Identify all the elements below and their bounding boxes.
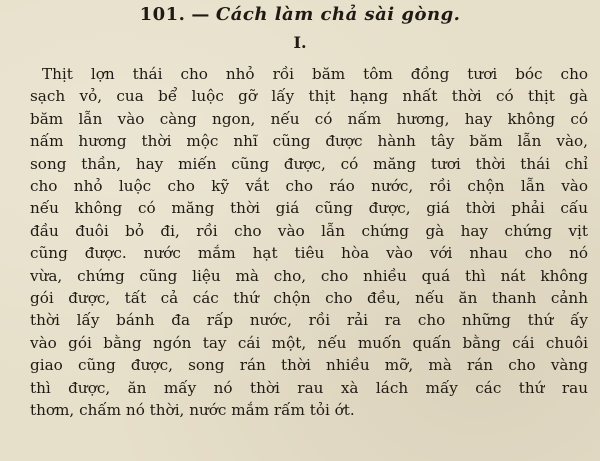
recipe-title: Cách làm chả sài gòng.	[215, 4, 461, 25]
text-line: giao cũng được, song rán thời nhiều mỡ, mà rán cho vàng	[30, 356, 588, 375]
section-numeral: I.	[293, 33, 307, 52]
text-line: sạch vỏ, cua bể luộc gỡ lấy thịt hạng nhất thời có thịt gà	[30, 87, 588, 106]
text-line: thời lấy bánh đa rấp nước, rồi rải ra cho những thứ ấy	[30, 311, 588, 330]
text-line: vừa, chứng cũng liệu mà cho, cho nhiều quá thì nát không	[30, 266, 588, 285]
text-line: nếu không có măng thời giá cũng được, giá thời phải cấu	[30, 199, 588, 218]
text-line: cũng được. nước mắm hạt tiêu hòa vào với nhau cho nó	[30, 244, 588, 263]
text-line: thì được, ăn mấy nó thời rau xà lách mấy các thứ rau	[30, 378, 588, 397]
heading-dash: —	[191, 4, 210, 25]
recipe-number: 101.	[139, 4, 186, 25]
recipe-body	[30, 63, 588, 422]
text-line: song thần, hay miến cũng được, có măng tươi thời thái chỉ	[30, 154, 588, 173]
text-line: đầu đuôi bỏ đi, rồi cho vào lẫn chứng gà hay chứng vịt	[30, 221, 588, 240]
text-line: cho nhỏ luộc cho kỹ vắt cho ráo nước, rồi chộn lẫn vào	[30, 177, 588, 196]
text-line: thơm, chấm nó thời, nước mắm rấm tỏi ớt.	[30, 401, 355, 420]
text-line: băm lẫn vào càng ngon, nếu có nấm hương, hay không có	[30, 109, 588, 128]
text-line: nấm hương thời mộc nhĩ cũng được hành tây băm lẫn vào,	[30, 132, 588, 151]
text-line: Thịt lợn thái cho nhỏ rồi băm tôm đồng tươi bóc cho	[42, 65, 588, 83]
text-line: gói được, tất cả các thứ chộn cho đều, nếu ăn thanh cảnh	[30, 289, 588, 308]
recipe-heading	[0, 4, 600, 25]
text-line: vào gói bằng ngón tay cái một, nếu muốn quấn bằng cái chuôi	[30, 333, 588, 352]
